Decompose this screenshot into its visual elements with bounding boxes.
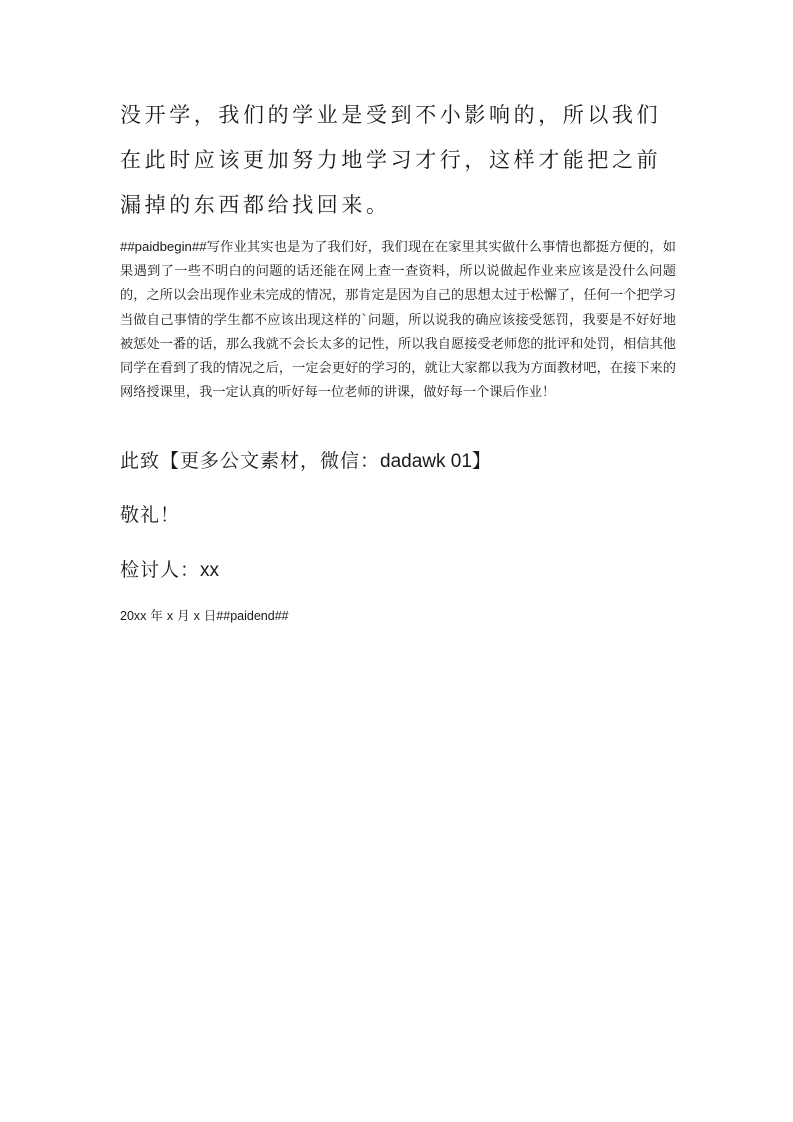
date-year: 20xx bbox=[120, 609, 147, 623]
paid-begin-marker: ##paidbegin## bbox=[120, 239, 207, 254]
date-line bbox=[120, 607, 289, 625]
date-year-char: 年 bbox=[146, 608, 167, 623]
signer-name: xx bbox=[200, 560, 220, 581]
intro-paragraph: 没开学，我们的学业是受到不小影响的，所以我们在此时应该更加努力地学习才行，这样才能把之前漏掉的东西都给找回来。 bbox=[120, 103, 662, 217]
salutation-suffix: 】 bbox=[471, 450, 492, 472]
paid-end-marker: ##paidend## bbox=[216, 609, 289, 623]
wechat-id: dadawk 01 bbox=[380, 451, 472, 472]
date-month: x bbox=[166, 609, 174, 623]
salutation-line bbox=[120, 448, 680, 475]
signer-line bbox=[120, 557, 680, 584]
body-text: 写作业其实也是为了我们好，我们现在在家里其实做什么事情也都挺方便的，如果遇到了一些不明白的问题的话还能在网上查一查资料，所以说做起作业来应该是没什么问题的，之所以会出现作业未完成的情况，那肯定是因为自己的思想太过于松懈了，任何一个把学习当做自己事情的学生都不应该出现这样的`问题，所以说我的确应该接受惩罚，我要是不好好地被惩处一番的话，那么我就不会长太多的记性，所以我自愿接受老师您的批评和处罚，相信其他同学在看到了我的情况之后，一定会更好的学习的，就让大家都以我为方面教材吧，在接下来的网络授课里，我一定认真的听好每一位老师的讲课，做好每一个课后作业！ bbox=[120, 240, 676, 401]
regards-line: 敬礼！ bbox=[120, 504, 181, 526]
date-day: x bbox=[193, 609, 200, 623]
salutation-prefix: 此致【更多公文素材，微信： bbox=[120, 450, 381, 472]
date-day-char: 日 bbox=[199, 608, 217, 623]
signer-label: 检讨人： bbox=[120, 559, 201, 581]
date-month-char: 月 bbox=[173, 608, 194, 623]
body-paragraph bbox=[120, 235, 676, 405]
